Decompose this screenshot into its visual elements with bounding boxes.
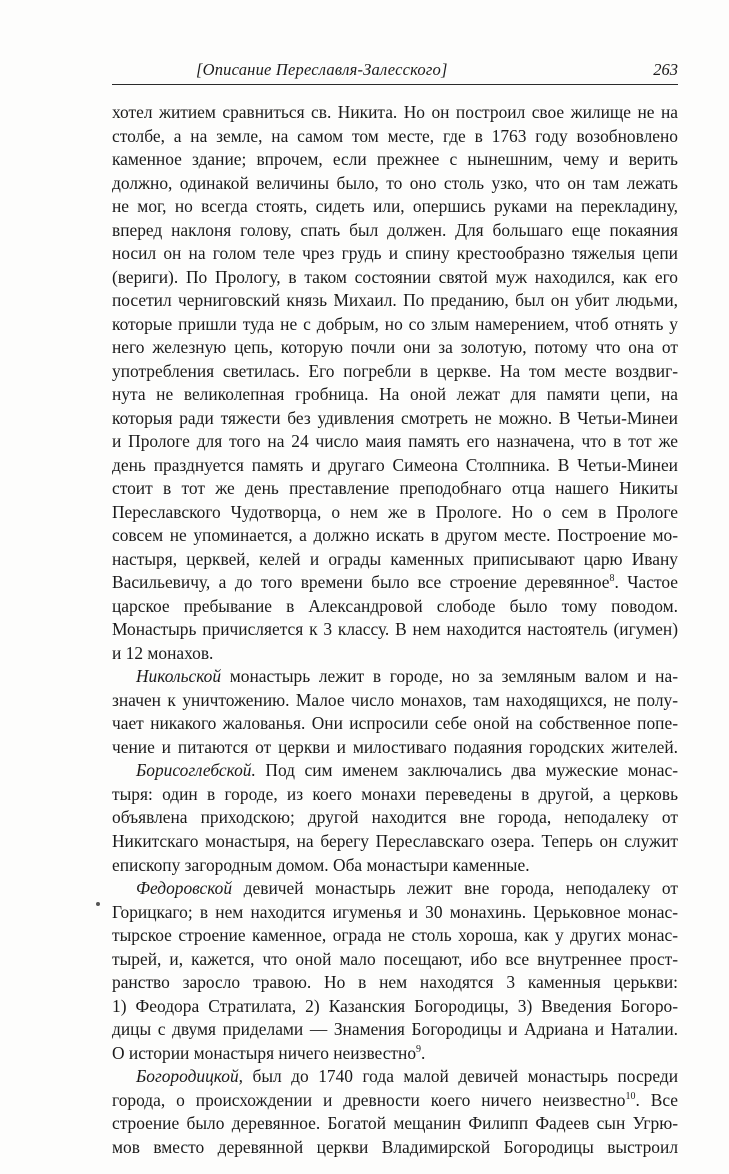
monastery-name: Никольской (136, 666, 222, 687)
text-line: чает никакого жалованья. Они испросили себе оной на собственное попе- (112, 713, 678, 734)
text-line: не мог, но всегда стоять, сидеть или, опершись руками на перекладину, (112, 196, 678, 217)
paragraph-start (112, 665, 678, 689)
text-line: него железную цепь, которую почли они за золотую, потому что она от (112, 337, 678, 358)
text-line: епископу загородным домом. Оба монастыри каменные. (112, 854, 530, 875)
text-line: Монастырь причисляется к 3 классу. В нем находится настоятель (игумен) (112, 619, 678, 640)
text-segment: . Частое (614, 572, 678, 593)
running-title: [Описание Переславля-Залесского] (196, 60, 448, 79)
text-line: которые пришли туда не с добрым, но со злым намерением, чтоб отнять у (112, 313, 678, 334)
text-line: объявлена приходскою; другой находится вне города, неподалеку от (112, 807, 678, 828)
text-line: Переславского Чудотворца, о нем же в Прологе. Но о сем в Прологе (112, 501, 678, 522)
text-line: царское пребывание в Александровой слободе было тому поводом. (112, 595, 678, 616)
paragraph-start (112, 1065, 678, 1089)
page-number: 263 (653, 60, 678, 79)
text-segment: Под сим именем заключались два мужеские монас- (255, 760, 678, 781)
text-line: вперед наклоня голову, спать был должен. Для большаго еще покаяния (112, 219, 678, 240)
text-line: посетил черниговский князь Михаил. По преданию, был он убит людьми, (112, 290, 678, 311)
text-line: должно, одинакой величины было, то оно столь узко, что он там лежать (112, 172, 678, 193)
text-segment: . (421, 1042, 426, 1063)
text-line: чение и питаются от церкви и милостиваго подаяния городских жителей. (112, 736, 678, 757)
text-line: и Прологе для того на 24 число маия память его назначена, что в тот же (112, 431, 678, 452)
text-line: день празднуется память и другаго Симеона Столпника. В Четьи-Минеи (112, 454, 678, 475)
text-line: тырей, и, кажется, что оной мало посещают, ибо все внутреннее прост- (112, 948, 678, 969)
text-segment: монастырь лежит в городе, но за земляным валом и на- (221, 666, 678, 687)
text-line: строение было деревянное. Богатой мещанин Филипп Фадеев сын Угрю- (112, 1113, 678, 1134)
text-line: мов вместо деревянной церкви Владимирской Богородицы выстроил (112, 1136, 678, 1157)
text-line: которыя ради тяжести без удивления смотреть не можно. В Четьи-Минеи (112, 407, 678, 428)
footnote-ref: 8 (609, 573, 615, 585)
text-segment: Васильевичу, а до того времени было все строение деревянное (112, 572, 610, 593)
text-line-with-footnote (112, 1089, 678, 1113)
body-text (112, 101, 678, 1159)
text-segment: был до 1740 года малой девичей монастырь посреди (243, 1066, 678, 1087)
text-line-with-footnote (112, 1042, 678, 1066)
text-line: хотел житием сравниться св. Никита. Но он построил свое жилище не на (112, 102, 678, 122)
text-line: стоит в тот же день преставление преподобнаго отца нашего Никиты (112, 478, 678, 499)
monastery-name: Богородицкой, (136, 1066, 243, 1087)
paragraph-start (112, 877, 678, 901)
text-line: столбе, а на земле, на самом том месте, где в 1763 году возобновлено (112, 125, 678, 146)
text-line: 1) Феодора Стратилата, 2) Казанския Богородицы, 3) Введения Богоро- (112, 995, 678, 1016)
text-segment: . Все (635, 1089, 678, 1110)
text-segment: девичей монастырь лежит вне города, неподалеку от (232, 878, 678, 899)
text-line: употребления светилась. Его погребли в церкве. На том месте воздвиг- (112, 360, 678, 381)
text-line: значен к уничтожению. Малое число монахов, там находящихся, не полу- (112, 689, 678, 710)
text-line: (вериги). По Прологу, в таком состоянии святой муж находился, как его (112, 266, 678, 287)
running-header (112, 60, 678, 85)
margin-mark (96, 902, 100, 906)
text-line: совсем не упоминается, а должно искать в другом месте. Построение мо- (112, 525, 678, 546)
paragraph-start (112, 759, 678, 783)
text-segment: города, о происхождении и древности коего ничего неизвестно (112, 1089, 626, 1110)
text-segment: О истории монастыря ничего неизвестно (112, 1042, 417, 1063)
text-line: ранство заросло травою. Но в нем находятся 3 каменныя церькви: (112, 972, 678, 993)
text-line: нута не великолепная гробница. На оной лежат для памяти цепи, на (112, 384, 678, 405)
monastery-name: Федоровской (136, 878, 233, 899)
text-line: Никитскаго монастыря, на берегу Переславскаго озера. Теперь он служит (112, 830, 678, 851)
text-line: каменное здание; впрочем, если прежнее с нынешним, чему и верить (112, 149, 678, 170)
footnote-ref: 9 (416, 1043, 422, 1055)
text-line: Горицкаго; в нем находится игуменья и 30 монахинь. Церьковное монас- (112, 901, 678, 922)
text-line: дицы с двумя приделами — Знамения Богородицы и Адриана и Наталии. (112, 1019, 678, 1040)
text-line-with-footnote (112, 571, 678, 595)
text-line: тырское строение каменное, ограда не столь хороша, как у других монас- (112, 925, 678, 946)
footnote-ref: 10 (625, 1090, 636, 1102)
text-line: тыря: один в городе, из коего монахи переведены в другой, а церковь (112, 783, 678, 804)
text-line: носил он на голом теле чрез грудь и спину крестообразно тяжелыя цепи (112, 243, 678, 264)
text-line: настыря, церквей, келей и ограды каменных приписывают царю Ивану (112, 548, 678, 569)
text-line: и 12 монахов. (112, 642, 214, 663)
monastery-name: Борисоглебской. (136, 760, 256, 781)
